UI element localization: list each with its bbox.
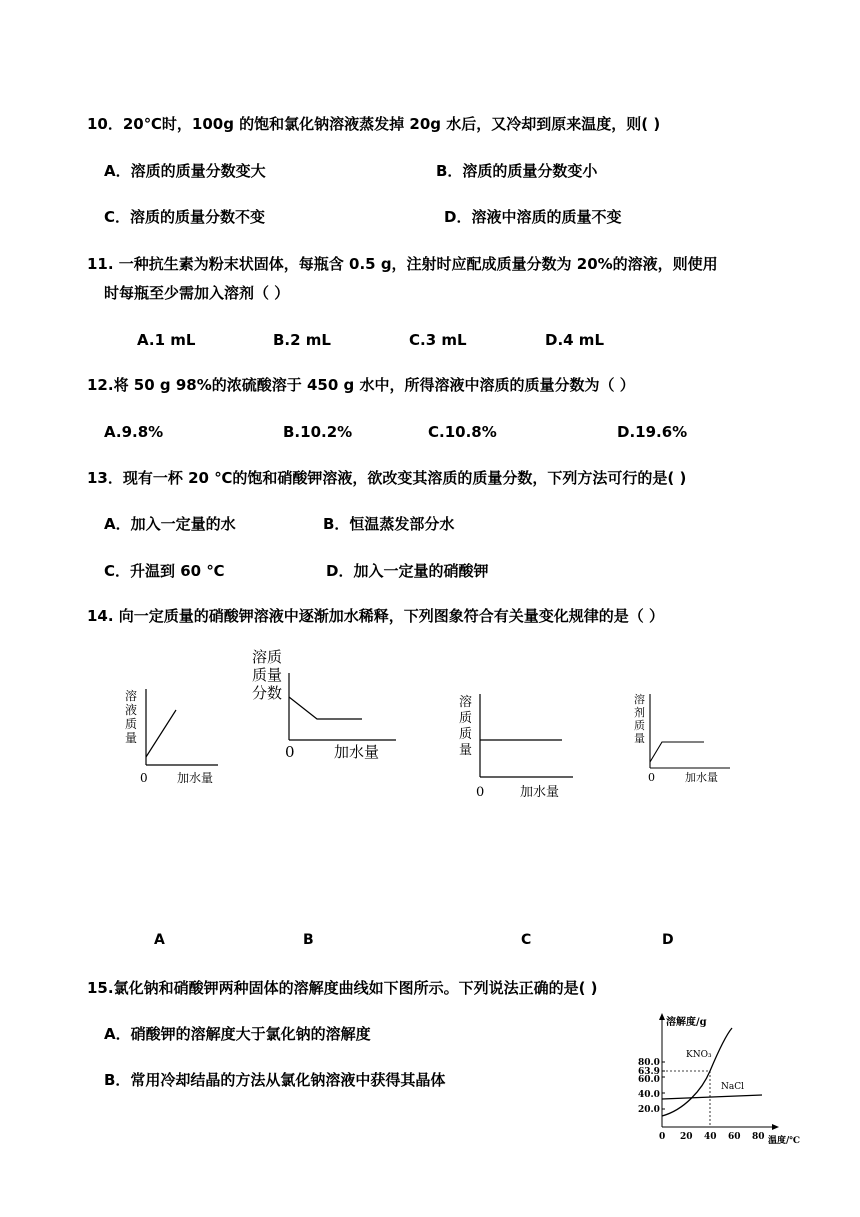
graph-c-ylabel-2: 质 xyxy=(459,711,473,726)
chart-xlabel: 温度/℃ xyxy=(768,1136,801,1146)
q13-option-a[interactable]: A．加入一定量的水 xyxy=(104,515,236,533)
q14-choice-d[interactable]: D xyxy=(662,932,674,948)
q13-option-c[interactable]: C．升温到 60 ℃ xyxy=(104,562,225,580)
graph-d-ylabel-2: 剂 xyxy=(634,706,645,719)
q11-option-c[interactable]: C.3 mL xyxy=(409,331,467,349)
y-label-80: 80.0 xyxy=(638,1058,660,1068)
y-label-60: 60.0 xyxy=(638,1075,660,1085)
graph-b-ylabel-3: 分数 xyxy=(252,684,283,702)
graph-b-ylabel-2: 质量 xyxy=(252,666,283,684)
x-label-0: 0 xyxy=(659,1132,666,1142)
q11-stem-line2: 时每瓶至少需加入溶剂（ ） xyxy=(104,284,290,302)
q14-stem: 14. 向一定质量的硝酸钾溶液中逐渐加水稀释，下列图象符合有关量变化规律的是（ ） xyxy=(87,607,665,625)
q10-option-b[interactable]: B．溶质的质量分数变小 xyxy=(436,162,598,180)
q11-option-b[interactable]: B.2 mL xyxy=(273,331,331,349)
graph-b-origin: 0 xyxy=(285,743,295,761)
graph-c-ylabel-1: 溶 xyxy=(459,695,473,710)
chart-x-arrow xyxy=(772,1124,779,1130)
q15-solubility-chart xyxy=(634,1010,814,1150)
q14-graph-a xyxy=(118,685,228,790)
q13-stem: 13．现有一杯 20 ℃的饱和硝酸钾溶液，欲改变其溶质的质量分数，下列方法可行的是( ) xyxy=(87,469,687,487)
graph-a-xlabel: 加水量 xyxy=(177,771,214,785)
graph-d-ylabel-4: 量 xyxy=(634,732,645,745)
chart-ylabel: 溶解度/g xyxy=(666,1017,707,1028)
x-label-60: 60 xyxy=(728,1132,741,1142)
graph-c-ylabel-4: 量 xyxy=(459,743,473,758)
graph-d-ylabel-1: 溶 xyxy=(634,693,645,706)
q10-option-a[interactable]: A．溶质的质量分数变大 xyxy=(104,162,266,180)
graph-c-xlabel: 加水量 xyxy=(520,785,560,800)
q15-option-a[interactable]: A．硝酸钾的溶解度大于氯化钠的溶解度 xyxy=(104,1025,371,1043)
q12-option-a[interactable]: A.9.8% xyxy=(104,423,164,441)
q12-option-c[interactable]: C.10.8% xyxy=(428,423,497,441)
nacl-label: NaCl xyxy=(721,1082,745,1092)
graph-d-line xyxy=(650,742,704,762)
q10-option-d[interactable]: D．溶液中溶质的质量不变 xyxy=(444,208,622,226)
graph-a-line xyxy=(146,710,176,757)
graph-a-ylabel-4: 量 xyxy=(125,731,138,745)
kno3-curve xyxy=(662,1028,732,1116)
graph-a-origin: 0 xyxy=(140,771,148,785)
graph-b-ylabel-1: 溶质 xyxy=(252,648,283,666)
q14-choice-a[interactable]: A xyxy=(154,932,165,948)
q10-option-c[interactable]: C．溶质的质量分数不变 xyxy=(104,208,266,226)
graph-d-origin: 0 xyxy=(648,771,655,784)
q11-stem-line1: 11. 一种抗生素为粉末状固体，每瓶含 0.5 g，注射时应配成质量分数为 20%的溶液，则使用 xyxy=(87,255,718,273)
y-label-63-9: 63.9 xyxy=(638,1067,660,1077)
q13-option-d[interactable]: D．加入一定量的硝酸钾 xyxy=(326,562,489,580)
q12-option-b[interactable]: B.10.2% xyxy=(283,423,353,441)
graph-d-ylabel-3: 质 xyxy=(634,719,645,732)
q12-stem: 12.将 50 g 98%的浓硫酸溶于 450 g 水中，所得溶液中溶质的质量分数为（ ） xyxy=(87,376,635,394)
graph-a-ylabel-2: 液 xyxy=(125,703,138,717)
q15-stem: 15.氯化钠和硝酸钾两种固体的溶解度曲线如下图所示。下列说法正确的是( ) xyxy=(87,979,598,997)
kno3-label: KNO₃ xyxy=(686,1050,712,1060)
graph-c-ylabel-3: 质 xyxy=(459,727,473,742)
chart-y-arrow xyxy=(659,1013,665,1020)
q14-choice-b[interactable]: B xyxy=(303,932,314,948)
q10-stem: 10．20℃时，100g 的饱和氯化钠溶液蒸发掉 20g 水后，又冷却到原来温度，则( ) xyxy=(87,115,661,133)
q14-graph-b xyxy=(248,645,398,765)
q15-option-b[interactable]: B．常用冷却结晶的方法从氯化钠溶液中获得其晶体 xyxy=(104,1071,446,1089)
y-label-20: 20.0 xyxy=(638,1105,660,1115)
q14-graph-c xyxy=(455,690,580,805)
q14-graph-d xyxy=(630,690,735,785)
graph-a-ylabel-1: 溶 xyxy=(125,689,138,703)
q14-choice-c[interactable]: C xyxy=(521,932,532,948)
y-label-40: 40.0 xyxy=(638,1090,660,1100)
x-label-80: 80 xyxy=(752,1132,765,1142)
q11-option-a[interactable]: A.1 mL xyxy=(137,331,196,349)
q12-option-d[interactable]: D.19.6% xyxy=(617,423,688,441)
graph-c-origin: 0 xyxy=(476,785,485,800)
graph-b-xlabel: 加水量 xyxy=(334,743,380,761)
x-label-20: 20 xyxy=(680,1132,693,1142)
graph-b-line xyxy=(289,697,362,719)
q13-option-b[interactable]: B．恒温蒸发部分水 xyxy=(323,515,455,533)
graph-d-xlabel: 加水量 xyxy=(685,771,718,784)
graph-a-ylabel-3: 质 xyxy=(125,717,138,731)
q11-option-d[interactable]: D.4 mL xyxy=(545,331,604,349)
nacl-line xyxy=(662,1095,762,1099)
x-label-40: 40 xyxy=(704,1132,717,1142)
